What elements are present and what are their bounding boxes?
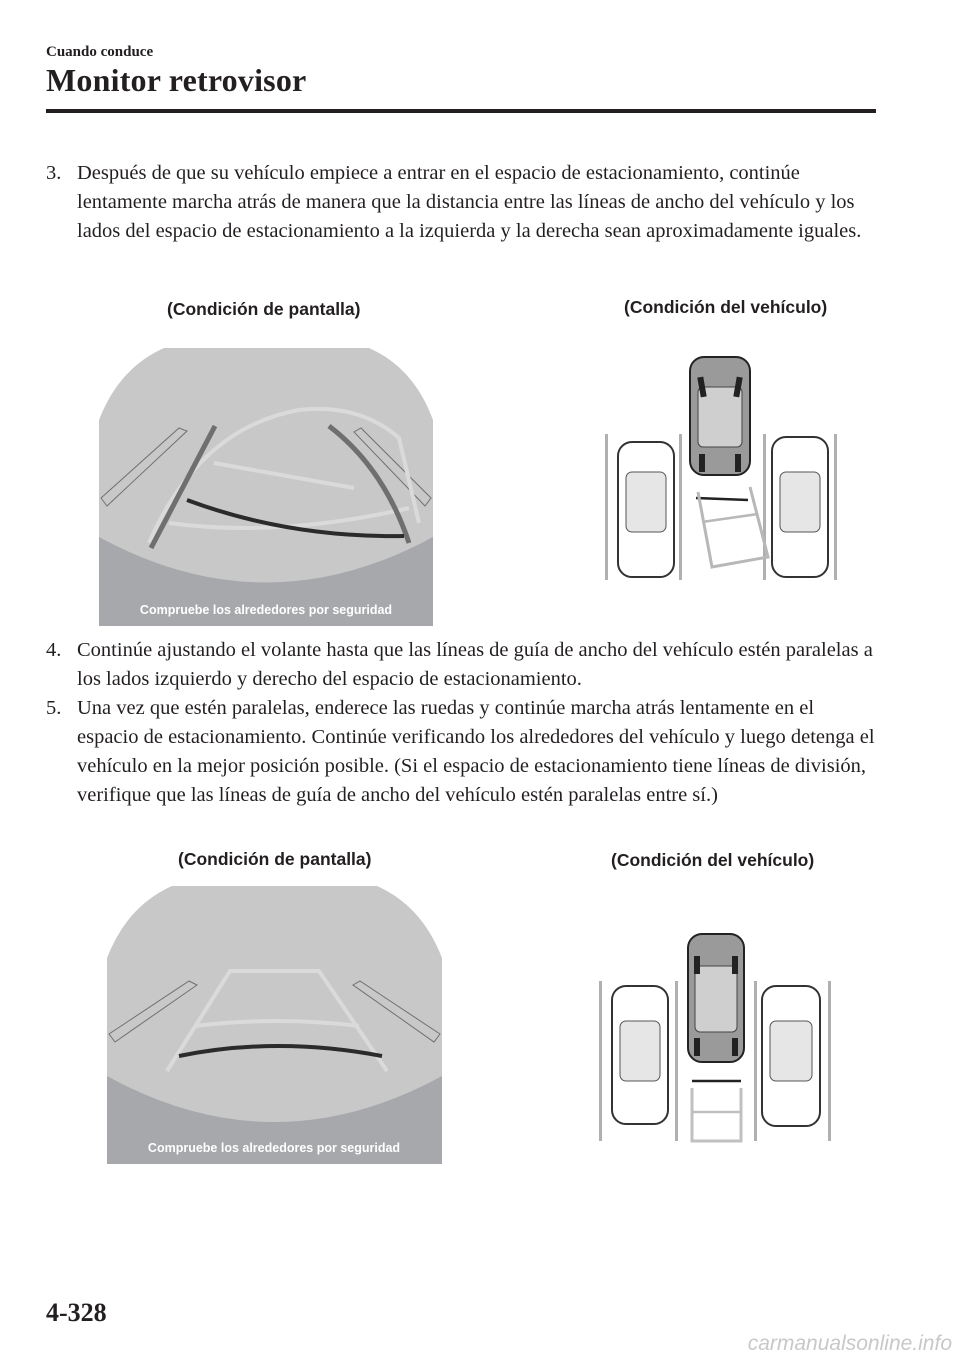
vehicle-caption: (Condición del vehículo) (611, 850, 815, 870)
step-text: Una vez que estén paralelas, enderece las ruedas y continúe marcha atrás lentamente en el espacio de estacionamiento. Continúe verificando los alrededores del vehículo y luego detenga el vehículo en la mejor posición posible. (Si el espacio de estacionamiento tiene líneas de división, verifique que las líneas de guía de ancho del vehículo estén paralelas entre sí.) (77, 697, 875, 806)
safety-warning-text: Compruebe los alrededores por seguridad (147, 1141, 401, 1155)
step-number: 3. (46, 162, 62, 184)
step-4 (46, 636, 876, 694)
step-text: Después de que su vehículo empiece a entrar en el espacio de estacionamiento, continúe lentamente marcha atrás de manera que la distancia entre las líneas de ancho del vehículo y los lados del espacio de estacionamiento a la izquierda y la derecha sean aproximadamente iguales. (77, 162, 862, 242)
step-text: Continúe ajustando el volante hasta que las líneas de guía de ancho del vehículo estén paralelas a los lados izquierdo y derecho del espacio de estacionamiento. (77, 639, 873, 690)
screen-caption: (Condición de pantalla) (167, 299, 361, 319)
step-number: 5. (46, 697, 62, 719)
title-rule (46, 109, 876, 113)
watermark-text: carmanualsonline.info (747, 1332, 952, 1355)
rear-camera-screen (107, 886, 442, 1164)
page-number: 4-328 (46, 1298, 107, 1327)
vehicle-diagram (594, 926, 839, 1146)
step-5 (46, 694, 876, 810)
safety-warning-text: Compruebe los alrededores por seguridad (139, 603, 393, 617)
vehicle-caption: (Condición del vehículo) (624, 297, 828, 317)
step-number: 4. (46, 639, 62, 661)
rear-camera-screen (99, 348, 433, 626)
page-title: Monitor retrovisor (46, 62, 307, 98)
section-label: Cuando conduce (46, 44, 154, 60)
screen-caption: (Condición de pantalla) (178, 849, 372, 869)
vehicle-diagram (600, 352, 845, 584)
step-3 (46, 159, 876, 246)
watermark (565, 1328, 960, 1362)
